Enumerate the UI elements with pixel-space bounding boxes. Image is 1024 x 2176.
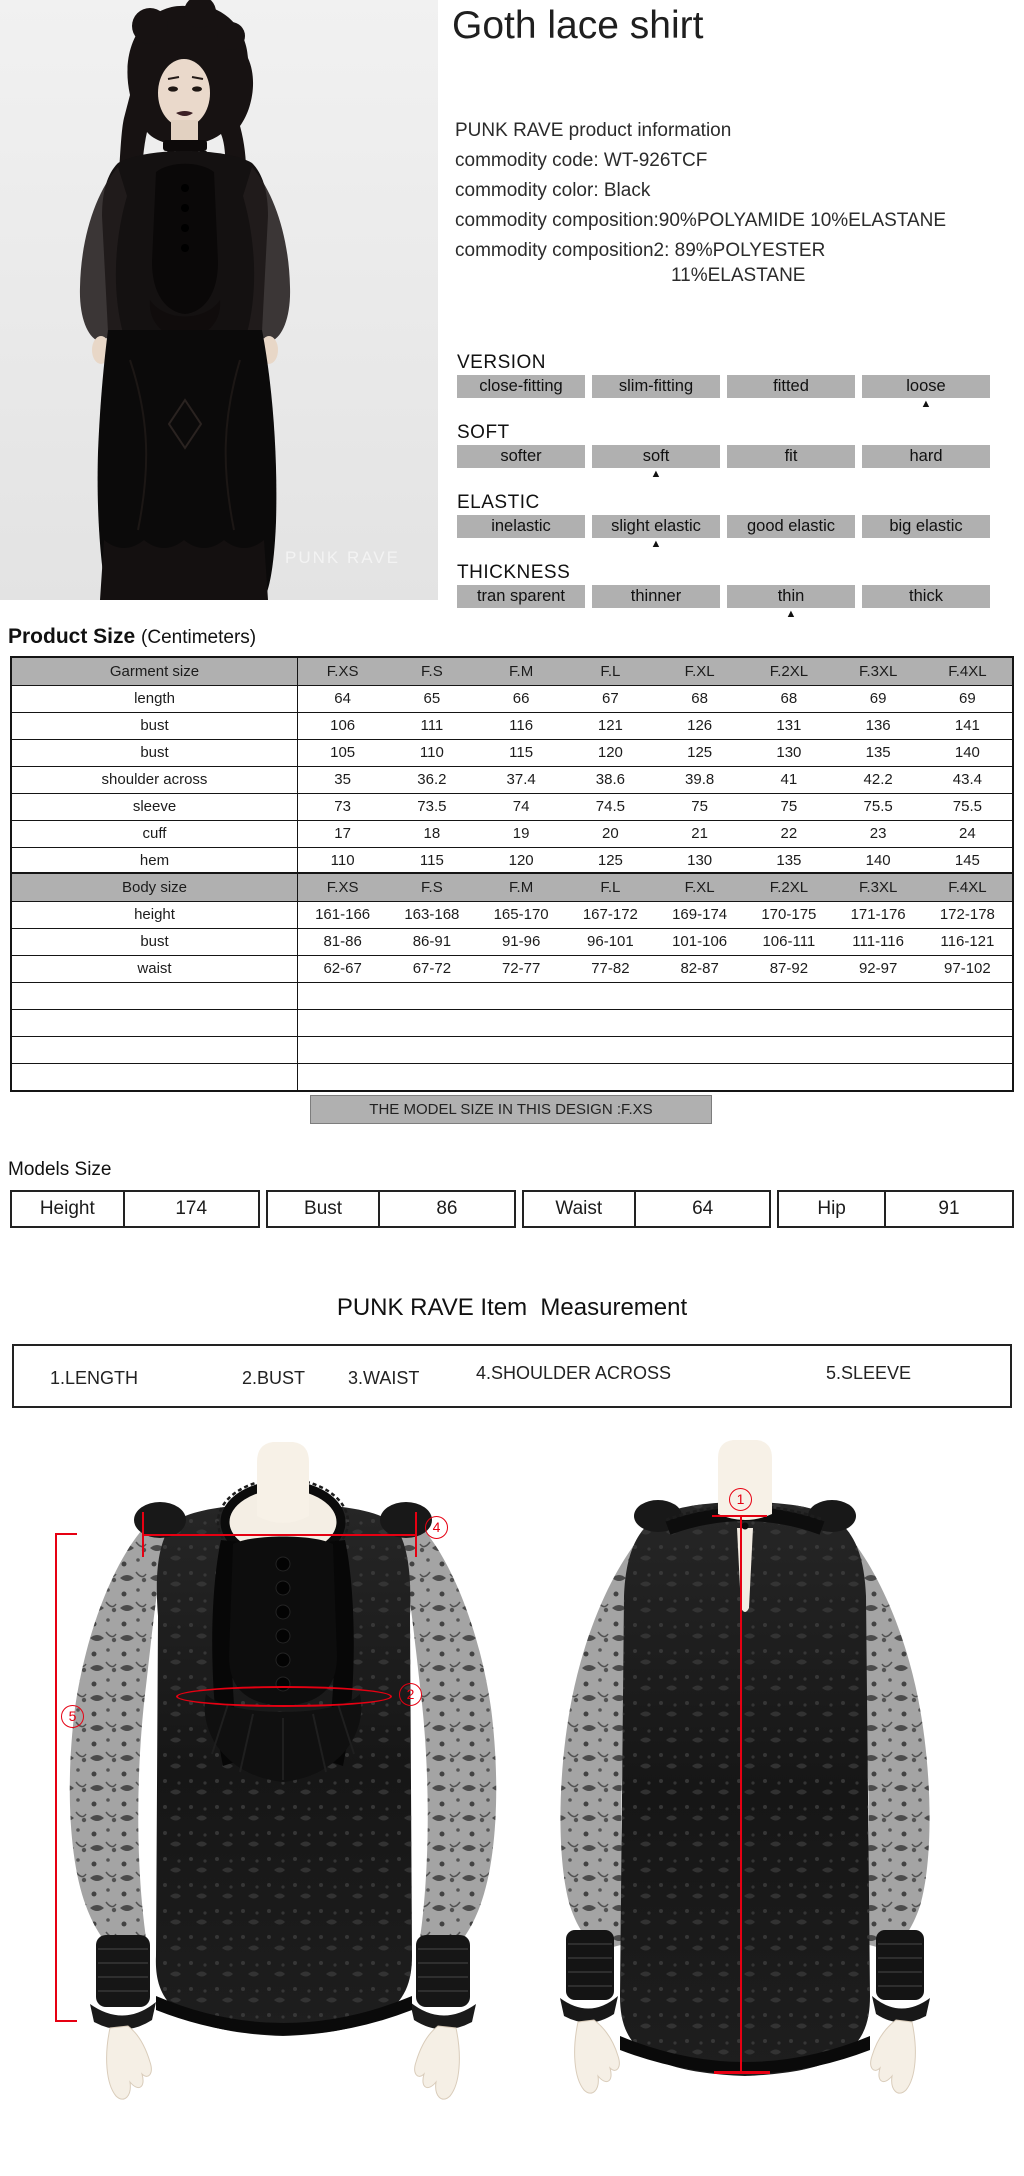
header-size-cell: F.M: [509, 663, 534, 680]
value-cell: [298, 1010, 387, 1036]
attribute-name: THICKNESS: [457, 562, 571, 583]
value-cell: [834, 1010, 923, 1036]
row-label: [12, 1064, 298, 1090]
header-size-cell: F.XL: [684, 879, 715, 896]
info-value-line2: 11%ELASTANE: [671, 265, 806, 286]
table-row: [12, 820, 1012, 847]
value-cell: [477, 1010, 566, 1036]
value-cell: [387, 1010, 476, 1036]
value-cell: [298, 1064, 387, 1090]
value-cell: 37.4: [506, 771, 536, 788]
model-photo-illustration: [0, 0, 438, 600]
value-cell: 69: [959, 690, 976, 707]
attribute-option: fit: [727, 445, 855, 468]
info-value-line1: Black: [603, 180, 651, 201]
row-values: [298, 1064, 1012, 1090]
value-cell: 130: [687, 852, 713, 869]
table-row: [12, 955, 1012, 982]
row-label: cuff: [12, 821, 298, 847]
selected-marker-icon: [784, 608, 798, 621]
header-size-cell: F.2XL: [769, 879, 809, 896]
value-cell: 97-102: [944, 960, 991, 977]
measurement-title: PUNK RAVE Item Measurement: [336, 1294, 688, 1321]
row-values: [298, 713, 1012, 739]
sleeve-measure-line: [55, 1533, 57, 2022]
value-cell: 125: [597, 852, 623, 869]
value-cell: 69: [869, 690, 887, 707]
table-row: [12, 847, 1012, 874]
value-cell: [744, 1037, 833, 1063]
row-label: bust: [12, 713, 298, 739]
shoulder-measure-line: [143, 1534, 417, 1536]
row-label: length: [12, 686, 298, 712]
models-size-value: 86: [436, 1198, 458, 1219]
header-size-cell: F.XS: [326, 663, 359, 680]
value-cell: 87-92: [769, 960, 809, 977]
value-cell: [298, 1037, 387, 1063]
value-cell: 75: [691, 798, 708, 815]
value-cell: 163-168: [404, 906, 460, 923]
attribute-scales: [457, 352, 1017, 632]
value-cell: 23: [869, 825, 887, 842]
product-info-row: [455, 176, 946, 206]
product-info-row: [455, 236, 946, 286]
value-cell: [655, 1037, 744, 1063]
front-left-sleeve: [70, 1516, 171, 2099]
value-cell: 140: [865, 852, 891, 869]
garment-size-table: [10, 656, 1014, 876]
legend-item: 4.SHOULDER ACROSS: [476, 1363, 672, 1383]
table-row: [12, 901, 1012, 928]
attribute-name: SOFT: [457, 422, 510, 443]
value-cell: 73: [334, 798, 351, 815]
value-cell: [477, 983, 566, 1009]
header-size-cell: F.XL: [684, 663, 715, 680]
attribute-name: ELASTIC: [457, 492, 540, 513]
value-cell: 22: [780, 825, 798, 842]
value-cell: 125: [687, 744, 713, 761]
header-size-cell: F.S: [421, 663, 443, 680]
garment-table-header: [12, 658, 1012, 685]
body-table-body: [12, 901, 1012, 1090]
value-cell: 101-106: [672, 933, 728, 950]
value-cell: 130: [776, 744, 802, 761]
value-cell: [923, 1037, 1012, 1063]
product-info: [455, 116, 946, 286]
model-photo: [0, 0, 438, 600]
length-line-bottom-tick: [714, 2071, 770, 2074]
header-label-cell: Body size: [12, 874, 298, 901]
shoulder-line-right-tick: [415, 1512, 417, 1557]
measurement-legend-box: [12, 1344, 1012, 1408]
model-skirt: [98, 330, 277, 600]
info-label: commodity composition:: [455, 210, 659, 231]
model-size-note: THE MODEL SIZE IN THIS DESIGN :F.XS: [310, 1095, 712, 1124]
mark-sleeve: 5: [61, 1705, 84, 1728]
attribute-option: slight elastic: [592, 515, 720, 538]
value-cell: 41: [780, 771, 798, 788]
models-size-box: [777, 1190, 1014, 1228]
value-cell: 18: [423, 825, 441, 842]
models-size-box: [10, 1190, 260, 1228]
header-size-cell: F.S: [421, 879, 443, 896]
value-cell: 38.6: [595, 771, 625, 788]
legend-item: 3.WAIST: [348, 1368, 420, 1388]
value-cell: 24: [959, 825, 976, 842]
value-cell: 121: [597, 717, 623, 734]
row-values: [298, 1010, 1012, 1036]
attribute-option: thin: [727, 585, 855, 608]
value-cell: 120: [508, 852, 534, 869]
size-title-main: Product Size: [8, 625, 136, 648]
table-row: [12, 739, 1012, 766]
value-cell: 86-91: [412, 933, 452, 950]
info-value: [659, 210, 946, 231]
value-cell: 141: [954, 717, 980, 734]
value-cell: [566, 1064, 655, 1090]
info-label: commodity color:: [455, 180, 604, 201]
value-cell: 110: [330, 852, 355, 869]
value-cell: 43.4: [952, 771, 982, 788]
table-row: [12, 766, 1012, 793]
value-cell: [834, 1037, 923, 1063]
row-values: [298, 740, 1012, 766]
value-cell: [655, 1064, 744, 1090]
product-info-row: [455, 146, 946, 176]
header-size-cell: F.4XL: [948, 663, 987, 680]
sleeve-line-top-tick: [55, 1533, 77, 1535]
value-cell: 105: [330, 744, 356, 761]
table-row: [12, 1063, 1012, 1090]
selected-marker-icon: [919, 398, 933, 411]
attribute-name: VERSION: [457, 352, 547, 373]
mannequin-neck: [257, 1442, 309, 1523]
attribute-option: loose: [862, 375, 990, 398]
value-cell: 74: [512, 798, 530, 815]
models-size-value: 91: [938, 1198, 960, 1219]
attribute-section: [457, 562, 1017, 623]
attribute-arrow-row: [457, 468, 1017, 483]
value-cell: 136: [865, 717, 891, 734]
value-cell: 106: [330, 717, 356, 734]
value-cell: 120: [597, 744, 623, 761]
value-cell: [744, 1010, 833, 1036]
mark-bust: 2: [399, 1683, 422, 1706]
selected-marker-icon: [649, 538, 663, 551]
value-cell: 68: [691, 690, 708, 707]
value-cell: [477, 1064, 566, 1090]
back-view-diagram: [550, 1436, 974, 2128]
front-view-diagram: [28, 1436, 502, 2128]
value-cell: [298, 983, 387, 1009]
attribute-option: thick: [862, 585, 990, 608]
value-cell: [566, 1010, 655, 1036]
row-values: [298, 902, 1012, 928]
value-cell: 75: [780, 798, 798, 815]
table-row: [12, 1036, 1012, 1063]
value-cell: [744, 1064, 833, 1090]
value-cell: 111-116: [852, 933, 904, 950]
row-values: [298, 767, 1012, 793]
mark-length: 1: [729, 1488, 752, 1511]
value-cell: 135: [865, 744, 891, 761]
models-size-title: Models Size: [8, 1159, 112, 1180]
row-values: [298, 821, 1012, 847]
value-cell: 77-82: [591, 960, 630, 977]
value-cell: 131: [776, 717, 802, 734]
row-label: [12, 1010, 298, 1036]
value-cell: 17: [334, 825, 351, 842]
value-cell: 65: [423, 690, 441, 707]
models-size-box: [266, 1190, 516, 1228]
value-cell: 74.5: [595, 798, 625, 815]
value-cell: 106-111: [762, 933, 816, 950]
info-value: [604, 180, 650, 201]
row-label: bust: [12, 929, 298, 955]
value-cell: 75.5: [952, 798, 982, 815]
info-label: commodity code:: [455, 150, 604, 171]
length-measure-line: [740, 1515, 742, 2073]
value-cell: 167-172: [582, 906, 638, 923]
models-size-label: Bust: [268, 1192, 381, 1226]
header-size-cells: [298, 874, 1012, 901]
attribute-option: good elastic: [727, 515, 855, 538]
value-cell: [387, 1064, 476, 1090]
header-label-cell: Garment size: [12, 658, 298, 685]
value-cell: [923, 1010, 1012, 1036]
body-table-header: [12, 874, 1012, 901]
selected-marker-icon: [649, 468, 663, 481]
value-cell: 135: [776, 852, 802, 869]
row-values: [298, 686, 1012, 712]
table-row: [12, 685, 1012, 712]
attribute-section: [457, 422, 1017, 483]
header-size-cell: F.3XL: [858, 879, 898, 896]
table-row: [12, 793, 1012, 820]
value-cell: 67-72: [412, 960, 452, 977]
value-cell: [655, 1010, 744, 1036]
attribute-options: [457, 515, 1017, 538]
value-cell: 82-87: [680, 960, 719, 977]
mark-shoulder-across: 4: [425, 1516, 448, 1539]
legend-item: 5.SLEEVE: [826, 1363, 912, 1383]
attribute-option: close-fitting: [457, 375, 585, 398]
shoulder-line-left-tick: [142, 1512, 144, 1557]
value-cell: [477, 1037, 566, 1063]
value-cell: [387, 1037, 476, 1063]
value-cell: 68: [780, 690, 798, 707]
header-size-cells: [298, 658, 1012, 685]
body-size-table: [10, 872, 1014, 1092]
value-cell: 39.8: [685, 771, 715, 788]
front-bib: [205, 1537, 362, 1783]
attribute-option: thinner: [592, 585, 720, 608]
info-value: [604, 150, 707, 171]
models-size-box: [522, 1190, 772, 1228]
legend-item: 2.BUST: [242, 1368, 306, 1388]
row-label: bust: [12, 740, 298, 766]
models-size-value: 174: [175, 1198, 208, 1219]
header-size-cell: F.4XL: [948, 879, 987, 896]
attribute-option: hard: [862, 445, 990, 468]
value-cell: 36.2: [417, 771, 447, 788]
product-info-row: [455, 206, 946, 236]
header-size-cell: F.L: [600, 879, 621, 896]
product-info-heading: PUNK RAVE product information: [455, 120, 732, 141]
attribute-option: fitted: [727, 375, 855, 398]
value-cell: 19: [512, 825, 530, 842]
models-size-label: Height: [12, 1192, 125, 1226]
value-cell: [834, 1064, 923, 1090]
models-size-row: [10, 1190, 1014, 1228]
info-value-line1: 89%POLYESTER: [674, 240, 826, 261]
info-value-line1: WT-926TCF: [603, 150, 708, 171]
garment-table-body: [12, 685, 1012, 874]
row-values: [298, 956, 1012, 982]
value-cell: 42.2: [863, 771, 893, 788]
value-cell: 165-170: [493, 906, 549, 923]
models-size-label: Waist: [524, 1192, 637, 1226]
attribute-option: softer: [457, 445, 585, 468]
value-cell: [923, 983, 1012, 1009]
row-label: [12, 983, 298, 1009]
info-value-line1: 90%POLYAMIDE 10%ELASTANE: [658, 210, 947, 231]
attribute-option: inelastic: [457, 515, 585, 538]
value-cell: 115: [509, 744, 534, 761]
attribute-options: [457, 445, 1017, 468]
header-size-cell: F.XS: [326, 879, 359, 896]
header-size-cell: F.2XL: [769, 663, 809, 680]
legend-item: 1.LENGTH: [50, 1368, 139, 1388]
value-cell: 35: [334, 771, 351, 788]
size-title-suffix: (Centimeters): [141, 627, 257, 648]
table-row: [12, 928, 1012, 955]
value-cell: 161-166: [315, 906, 371, 923]
attribute-option: soft: [592, 445, 720, 468]
attribute-arrow-row: [457, 608, 1017, 623]
value-cell: [387, 983, 476, 1009]
value-cell: 20: [602, 825, 619, 842]
value-cell: 72-77: [501, 960, 541, 977]
value-cell: 116-121: [940, 933, 995, 950]
value-cell: 111: [420, 717, 444, 734]
value-cell: 169-174: [672, 906, 728, 923]
value-cell: [566, 1037, 655, 1063]
value-cell: 73.5: [417, 798, 447, 815]
row-values: [298, 848, 1012, 874]
attribute-option: slim-fitting: [592, 375, 720, 398]
value-cell: 145: [954, 852, 980, 869]
value-cell: 115: [419, 852, 444, 869]
value-cell: [744, 983, 833, 1009]
value-cell: [566, 983, 655, 1009]
value-cell: 172-178: [939, 906, 995, 923]
value-cell: 75.5: [863, 798, 893, 815]
value-cell: 62-67: [323, 960, 362, 977]
attribute-options: [457, 375, 1017, 398]
header-size-cell: F.M: [509, 879, 534, 896]
attribute-arrow-row: [457, 538, 1017, 553]
value-cell: [923, 1064, 1012, 1090]
row-values: [298, 983, 1012, 1009]
value-cell: 126: [687, 717, 713, 734]
value-cell: 81-86: [323, 933, 362, 950]
value-cell: 64: [334, 690, 351, 707]
value-cell: [655, 983, 744, 1009]
value-cell: 96-101: [587, 933, 634, 950]
bust-measure-ellipse: [176, 1686, 392, 1707]
row-values: [298, 929, 1012, 955]
row-values: [298, 794, 1012, 820]
value-cell: [834, 983, 923, 1009]
value-cell: 140: [954, 744, 980, 761]
page-title: Goth lace shirt: [452, 4, 704, 47]
value-cell: 91-96: [501, 933, 541, 950]
row-values: [298, 1037, 1012, 1063]
value-cell: 92-97: [858, 960, 898, 977]
header-size-cell: F.3XL: [858, 663, 898, 680]
row-label: shoulder across: [12, 767, 298, 793]
size-section-title: [8, 625, 256, 649]
value-cell: 170-175: [761, 906, 817, 923]
attribute-arrow-row: [457, 398, 1017, 413]
info-label: commodity composition2:: [455, 240, 675, 261]
photo-watermark: PUNK RAVE: [285, 548, 400, 567]
row-label: waist: [12, 956, 298, 982]
table-row: [12, 712, 1012, 739]
value-cell: 66: [512, 690, 530, 707]
row-label: sleeve: [12, 794, 298, 820]
models-size-label: Hip: [779, 1192, 886, 1226]
attribute-section: [457, 492, 1017, 553]
value-cell: 116: [509, 717, 534, 734]
row-label: height: [12, 902, 298, 928]
row-label: [12, 1037, 298, 1063]
product-info-rows: [455, 146, 946, 286]
attribute-option: tran sparent: [457, 585, 585, 608]
header-size-cell: F.L: [600, 663, 621, 680]
value-cell: 21: [691, 825, 708, 842]
table-row: [12, 1009, 1012, 1036]
attribute-option: big elastic: [862, 515, 990, 538]
sleeve-line-bottom-tick: [55, 2020, 77, 2022]
value-cell: 67: [602, 690, 619, 707]
models-size-value: 64: [692, 1198, 714, 1219]
attribute-section: [457, 352, 1017, 413]
row-label: hem: [12, 848, 298, 874]
value-cell: 110: [419, 744, 444, 761]
attribute-options: [457, 585, 1017, 608]
table-row: [12, 982, 1012, 1009]
value-cell: 171-176: [850, 906, 906, 923]
